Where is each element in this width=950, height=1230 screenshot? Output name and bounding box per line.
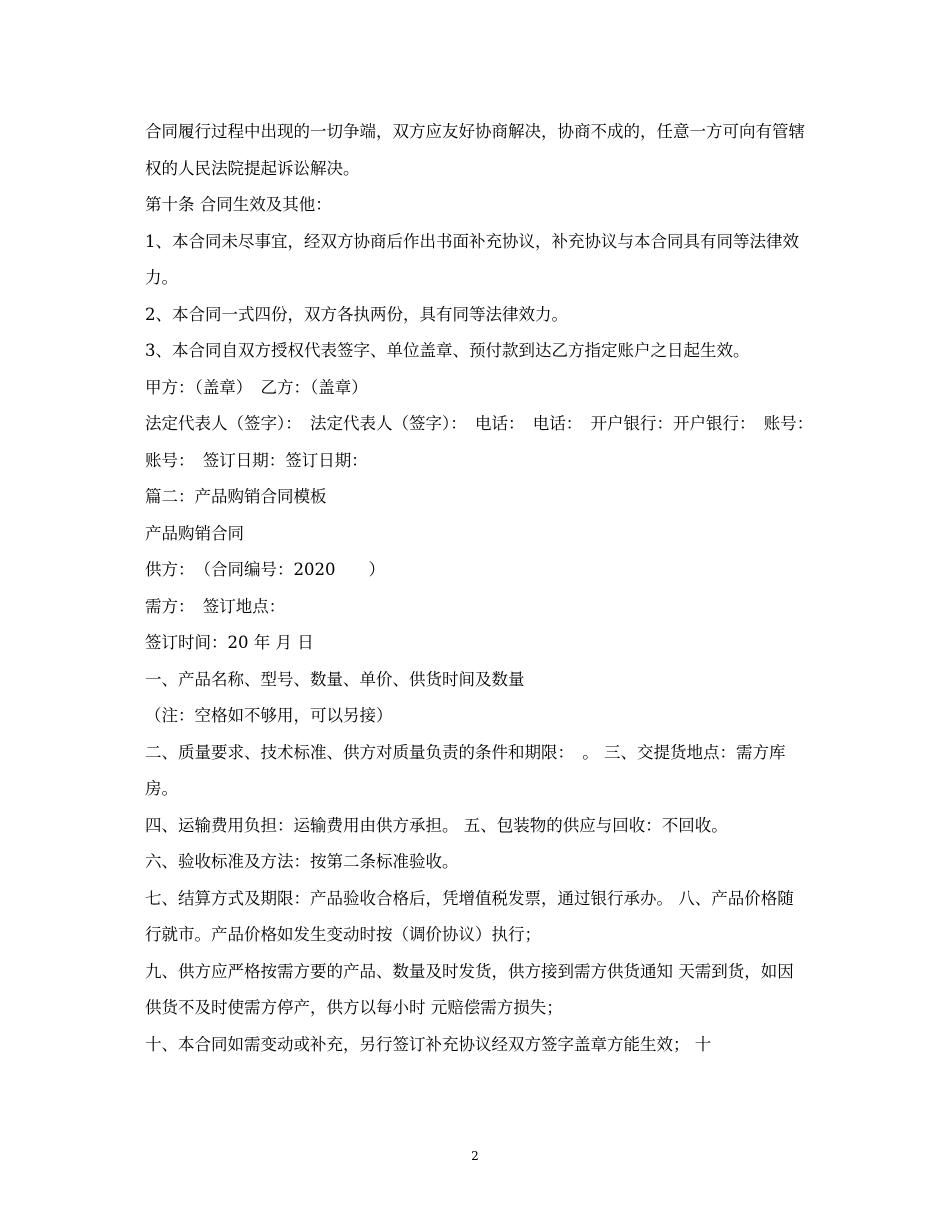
article-ten-heading: 第十条 合同生效及其他： [145,195,332,214]
clause-1-supplementary-agreement: 1、本合同未尽事宜，经双方协商后作出书面补充协议，补充协议与本合同具有同等法律效力。 [145,231,799,287]
item-2-3-quality-delivery: 二、质量要求、技术标准、供方对质量负责的条件和期限： 。 三、交提货地点：需方库房。 [145,742,786,798]
note-line: （注：空格如不够用，可以另接） [145,706,393,725]
paragraph-dispute-resolution: 合同履行过程中出现的一切争端，双方应友好协商解决，协商不成的，任意一方可向有管辖权的人民法院提起诉讼解决。 [145,122,805,178]
section-two-heading: 篇二：产品购销合同模板 [145,487,327,506]
buyer-line: 需方： 签订地点： [145,596,286,616]
document-body [145,114,822,1063]
signing-time-line: 签订时间：20 年 月 日 [145,633,314,652]
clause-2-copies: 2、本合同一式四份，双方各执两份，具有同等法律效力。 [145,304,568,324]
item-1-product-info: 一、产品名称、型号、数量、单价、供货时间及数量 [145,669,525,689]
contract-title: 产品购销合同 [145,523,244,543]
item-10-amendment: 十、本合同如需变动或补充，另行签订补充协议经双方签字盖章方能生效； 十 [145,1034,712,1054]
item-4-5-transport-packaging: 四、运输费用负担：运输费用由供方承担。 五、包装物的供应与回收：不回收。 [145,815,728,835]
item-7-8-settlement-price: 七、结算方式及期限：产品验收合格后，凭增值税发票，通过银行承办。 八、产品价格随行就市。产品价格如发生变动时按（调价协议）执行； [145,888,794,944]
supplier-line: 供方： （合同编号：2020 ） [145,560,385,579]
item-6-acceptance: 六、验收标准及方法：按第二条标准验收。 [145,852,459,871]
signature-info-block: 法定代表人（签字）： 法定代表人（签字）： 电话： 电话： 开户银行：开户银行： 账号： 账号： 签订日期：签订日期： [145,414,822,470]
clause-3-effective-date: 3、本合同自双方授权代表签字、单位盖章、预付款到达乙方指定账户之日起生效。 [145,341,750,360]
item-9-delivery-obligation: 九、供方应严格按需方要的产品、数量及时发货，供方接到需方供货通知 天需到货，如因供货不及时使需方停产，供方以每小时 元赔偿需方损失； [145,961,794,1017]
page-number: 2 [471,1149,479,1163]
party-seals-line: 甲方：（盖章） 乙方：（盖章） [145,377,368,397]
